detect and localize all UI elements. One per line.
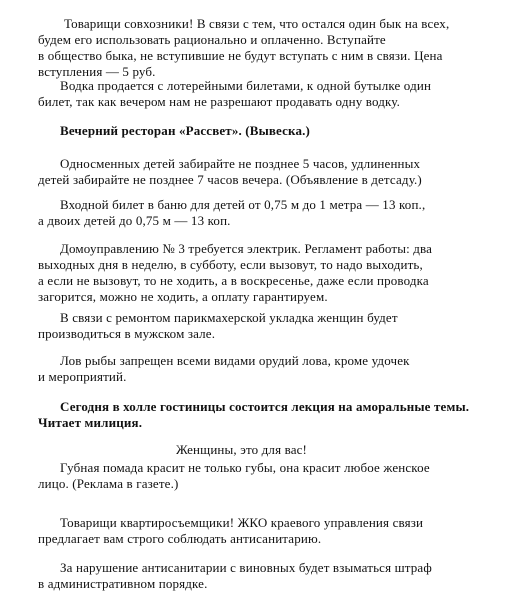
text-line: Губная помада красит не только губы, она красит любое женское <box>60 460 430 475</box>
ad-electrician <box>38 241 433 305</box>
text-line: вступления — 5 руб. <box>38 64 156 79</box>
ad-kindergarten <box>38 156 422 188</box>
text-line: Домоуправлению № 3 требуется электрик. Регламент работы: два <box>60 241 433 256</box>
text-line: Читает милиция. <box>38 415 143 430</box>
text-line: Лов рыбы запрещен всеми видами орудий лова, кроме удочек <box>60 353 410 368</box>
text-line: а если не вызовут, то не ходить, а в воскресенье, даже если проводка <box>38 273 429 288</box>
text-line: производиться в мужском зале. <box>38 326 216 341</box>
text-line: а двоих детей до 0,75 м — 13 коп. <box>38 213 231 228</box>
ad-sanitary <box>38 560 432 592</box>
ad-restaurant: Вечерний ресторан «Рассвет». (Вывеска.) <box>60 123 311 138</box>
text-line: За нарушение антисанитарии с виновных будет взыматься штраф <box>60 560 432 575</box>
ad-lipstick <box>38 460 430 492</box>
text-line: Водка продается с лотерейными билетами, к одной бутылке один <box>60 78 432 93</box>
ad-tenants <box>38 515 424 547</box>
text-line: Товарищи совхозники! В связи с тем, что остался один бык на всех, <box>64 16 450 31</box>
text-line: детей забирайте не позднее 7 часов вечера. (Объявление в детсаду.) <box>38 172 422 187</box>
text-line: будем его использовать рационально и оплаченно. Вступайте <box>38 32 386 47</box>
ad-women-heading: Женщины, это для вас! <box>176 442 308 457</box>
ad-hotel <box>38 399 470 431</box>
text-line: Сегодня в холле гостиницы состоится лекция на аморальные темы. <box>60 399 470 414</box>
text-line: В связи с ремонтом парикмахерской укладка женщин будет <box>60 310 398 325</box>
text-line: лицо. (Реклама в газете.) <box>38 476 179 491</box>
ad-bath <box>38 197 426 229</box>
text-line: в административном порядке. <box>38 576 208 591</box>
ad-sovkhoz <box>38 16 449 80</box>
ad-vodka <box>38 78 432 110</box>
ad-fishing <box>38 353 410 385</box>
text-line: Товарищи квартиросъемщики! ЖКО краевого управления связи <box>60 515 424 530</box>
text-line: выходных дня в неделю, в субботу, если вызовут, то надо выходить, <box>38 257 423 272</box>
text-line: Односменных детей забирайте не позднее 5 часов, удлиненных <box>60 156 421 171</box>
text-line: и мероприятий. <box>38 369 127 384</box>
text-line: билет, так как вечером нам не разрешают продавать одну водку. <box>38 94 401 109</box>
text-line: предлагает вам строго соблюдать антисанитарию. <box>38 531 322 546</box>
text-line: загорится, можно не ходить, а оплату гарантируем. <box>38 289 328 304</box>
text-line: Входной билет в баню для детей от 0,75 м до 1 метра — 13 коп., <box>60 197 426 212</box>
ad-barber <box>38 310 398 342</box>
text-line: в общество быка, не вступившие не будут вступать с ним в связи. Цена <box>38 48 443 63</box>
